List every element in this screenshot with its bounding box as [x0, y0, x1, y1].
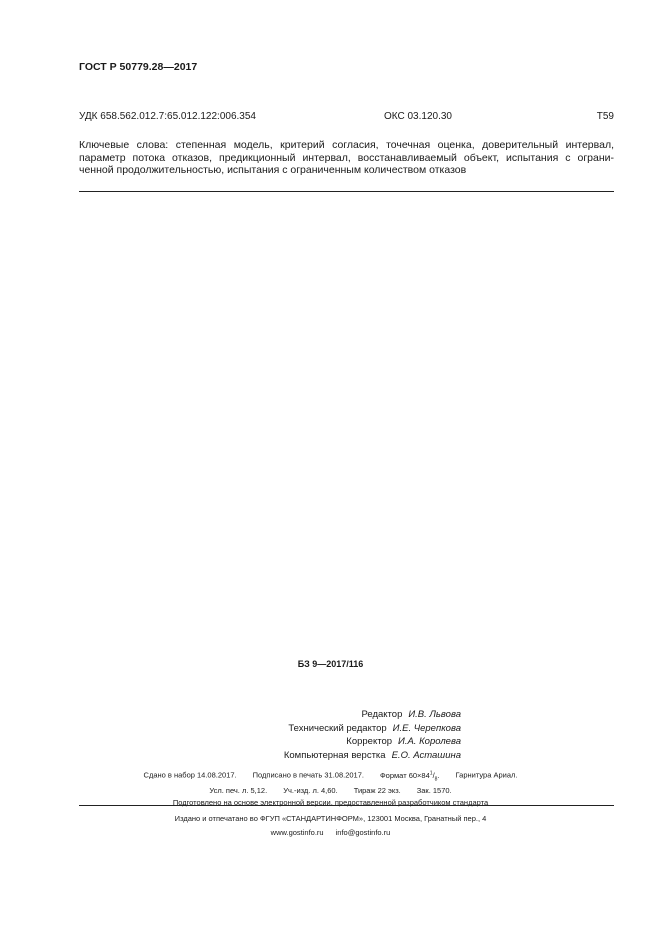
publisher-contacts	[0, 826, 661, 840]
imprint-line	[0, 797, 661, 809]
imprint-line	[0, 767, 661, 785]
credits-block	[284, 708, 461, 762]
imprint-prepared: Подготовлено на основе электронной версии, предоставленной разработчиком стандарта	[172, 798, 489, 807]
imprint-podpisano: Подписано в печать 31.08.2017.	[252, 770, 364, 780]
imprint-usl: Усл. печ. л. 5,12.	[209, 786, 268, 795]
credit-row	[284, 735, 461, 749]
credit-name: И.Е. Черепкова	[392, 722, 461, 734]
credit-row	[284, 749, 461, 763]
imprint-garnitura: Гарнитура Ариал.	[455, 770, 518, 780]
publisher-site: www.gostinfo.ru	[270, 828, 324, 837]
classification-line	[79, 111, 614, 125]
credit-name: И.А. Королева	[398, 736, 461, 747]
keywords-block	[79, 139, 614, 177]
keywords-line: ченной продолжительностью, испытания с ограниченным количеством отказов	[79, 164, 467, 176]
credit-name: И.В. Львова	[408, 709, 461, 720]
publisher-block	[0, 812, 661, 840]
keywords-line: параметр потока отказов, предикционный интервал, восстанавливаемый объект, испытания с ограни-	[79, 151, 614, 164]
imprint-format: Формат $60\times 84^1/_8$.	[379, 770, 440, 782]
imprint-tirazh: Тираж 22 экз.	[353, 786, 401, 795]
credit-role: Редактор	[361, 709, 403, 720]
credit-role: Технический редактор	[288, 722, 387, 734]
udk-code: УДК 658.562.012.7:65.012.122:006.354	[79, 111, 256, 122]
bz-number: БЗ 9—2017/116	[297, 659, 364, 669]
credit-row	[284, 708, 461, 722]
imprint-sdano: Сдано в набор 14.08.2017.	[143, 770, 237, 780]
document-code: ГОСТ Р 50779.28—2017	[79, 61, 198, 73]
t-code: Т59	[596, 111, 614, 122]
divider-rule	[79, 805, 614, 806]
keywords-line: Ключевые слова: степенная модель, критерий согласия, точечная оценка, доверительный интервал,	[79, 139, 614, 151]
credit-name: Е.О. Асташина	[391, 749, 461, 761]
format-denominator: 8	[434, 776, 438, 782]
format-numerator: 1	[429, 770, 433, 776]
imprint-uch: Уч.-изд. л. 4,60.	[283, 786, 338, 795]
credit-row	[284, 722, 461, 736]
credit-role: Корректор	[346, 736, 393, 747]
oks-code: ОКС 03.120.30	[384, 111, 452, 122]
format-prefix: Формат 60×84	[379, 770, 430, 780]
publisher-email: info@gostinfo.ru	[335, 828, 391, 837]
imprint-zak: Зак. 1570.	[416, 786, 452, 795]
divider-rule	[79, 191, 614, 192]
publisher-line: Издано и отпечатано во ФГУП «СТАНДАРТИНФОРМ», 123001 Москва, Гранатный пер., 4	[174, 814, 487, 823]
imprint-line	[0, 785, 661, 797]
imprint-block	[0, 767, 661, 809]
credit-role: Компьютерная верстка	[283, 749, 386, 761]
format-suffix: .	[437, 770, 440, 780]
